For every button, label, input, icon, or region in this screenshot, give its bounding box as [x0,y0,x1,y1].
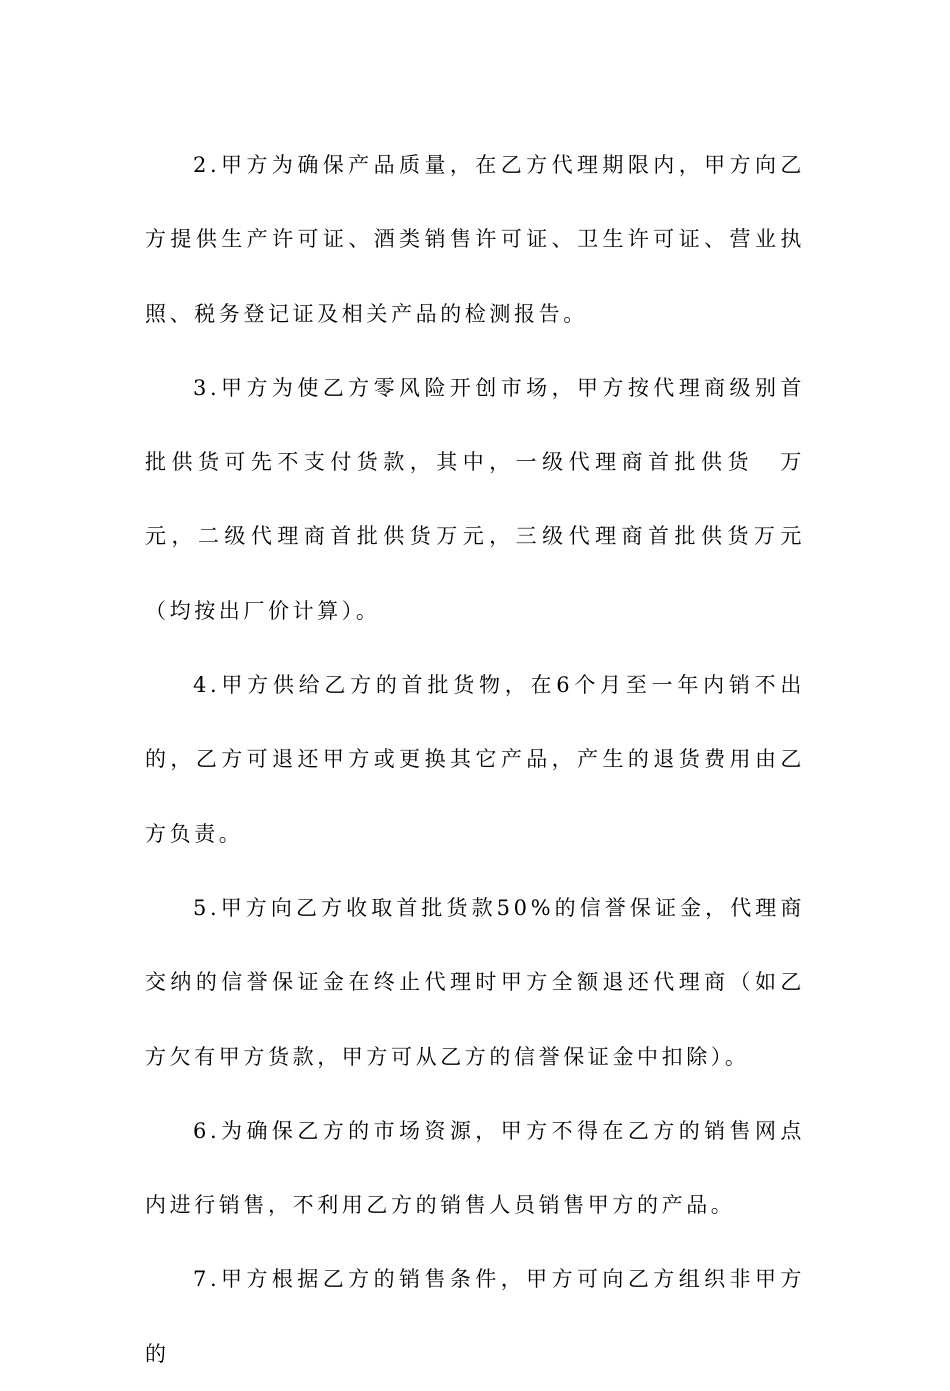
document-body [145,128,805,1391]
paragraph-item-7: 7.甲方根据乙方的销售条件，甲方可向乙方组织非甲方的 [145,1267,805,1366]
paragraph-item-5: 5.甲方向乙方收取首批货款50%的信誉保证金，代理商交纳的信誉保证金在终止代理时甲方全额退还代理商（如乙方欠有甲方货款，甲方可从乙方的信誉保证金中扣除）。 [145,895,805,1069]
paragraph-item-6: 6.为确保乙方的市场资源，甲方不得在乙方的销售网点内进行销售，不利用乙方的销售人员销售甲方的产品。 [145,1118,805,1218]
paragraph-item-3: 3.甲方为使乙方零风险开创市场，甲方按代理商级别首批供货可先不支付货款，其中，一级代理商首批供货 万元，二级代理商首批供货万元，三级代理商首批供货万元（均按出厂价计算）。 [145,375,805,623]
paragraph-item-2: 2.甲方为确保产品质量，在乙方代理期限内，甲方向乙方提供生产许可证、酒类销售许可证、卫生许可证、营业执照、税务登记证及相关产品的检测报告。 [145,153,805,326]
paragraph-item-4: 4.甲方供给乙方的首批货物，在6个月至一年内销不出的，乙方可退还甲方或更换其它产品，产生的退货费用由乙方负责。 [145,673,805,846]
